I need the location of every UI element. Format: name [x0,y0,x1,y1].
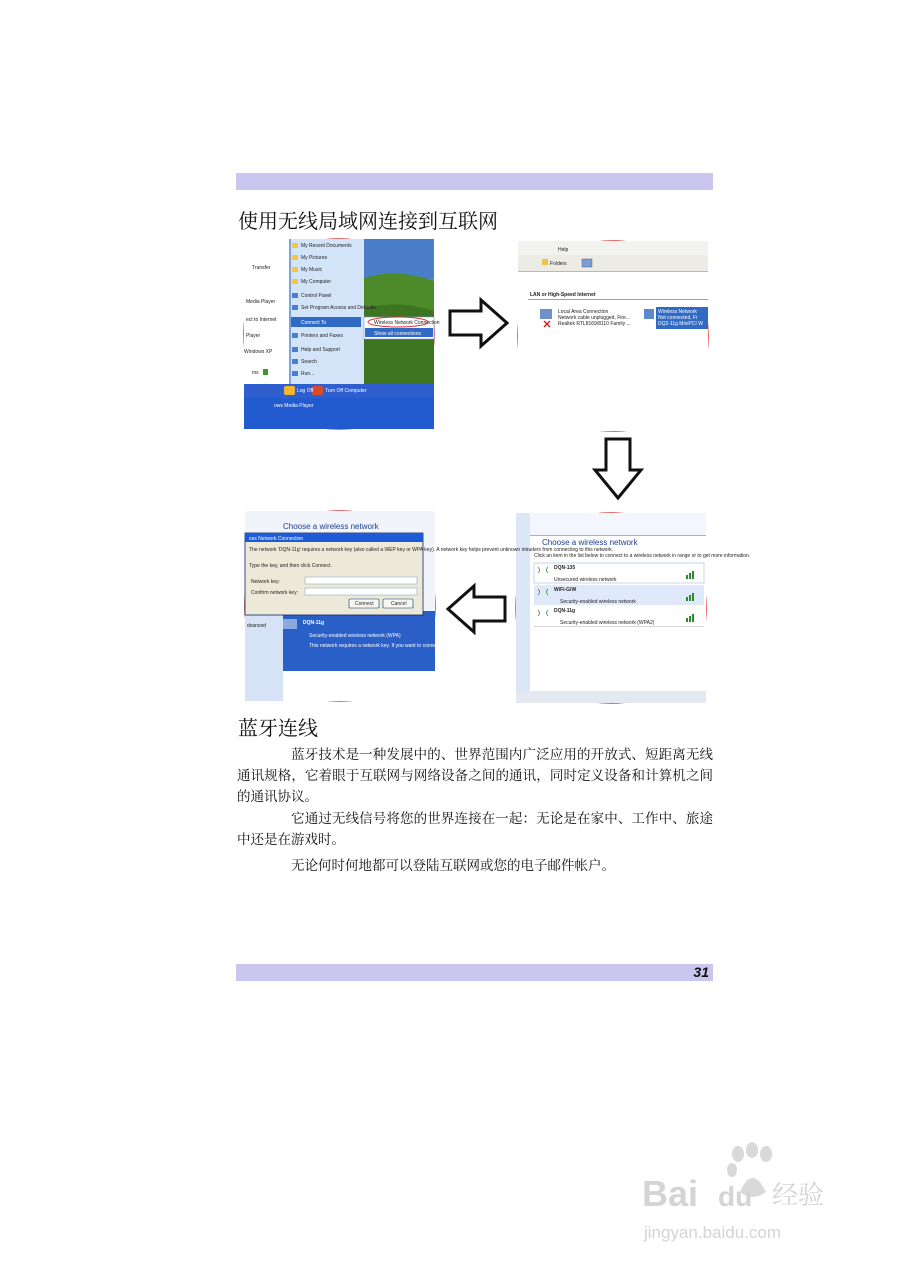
selected-network-ssid[interactable]: DQN-11g [303,620,325,626]
arrow-left-icon [444,583,508,635]
choose-network-title: Choose a wireless network [542,538,638,547]
step3-choose-network-screenshot [515,512,751,704]
menu-my-computer[interactable]: My Computer [301,279,332,285]
taskbar-media-player[interactable]: ows Media Player [274,403,314,409]
network-ssid-3[interactable]: DQN-11g [554,608,576,614]
network-security-1: Unsecured wireless network [554,577,617,583]
step2-network-connections-screenshot [517,240,709,432]
baidu-jingyan-watermark [640,1140,855,1250]
paragraph-bluetooth-intro: 蓝牙技术是一种发展中的、世界范围内广泛应用的开放式、短距离无线通讯规格，它着眼于互联网与网络设备之间的通讯，同时定义设备和计算机之间的通讯协议。 [237,747,713,805]
left-item-media-player[interactable]: Media Player [246,299,276,305]
wifi-connection-title[interactable]: Wireless Network [658,309,697,315]
menu-search[interactable]: Search [301,359,317,365]
dialog-title: ess Network Connection [249,536,304,542]
network-key-label: Network key: [251,579,280,585]
menu-help-support[interactable]: Help and Support [301,347,340,353]
connect-button[interactable]: Connect [355,601,374,607]
arrow-right-icon [447,297,511,349]
network-ssid-1[interactable]: DQN-135 [554,565,576,571]
logoff-button[interactable]: Log Off [297,388,314,394]
watermark-product: 经验 [772,1181,825,1211]
menu-help[interactable]: Help [558,247,569,253]
wifi-connection-adapter: DQ2-11g MiniPCI W [658,321,703,327]
all-programs[interactable]: ms [252,370,259,376]
menu-printers-faxes[interactable]: Printers and Faxes [301,333,343,339]
lan-connection-title[interactable]: Local Area Connection [558,309,609,315]
group-lan-header: LAN or High-Speed Internet [530,292,596,298]
watermark-brand: Bai [642,1173,699,1214]
dialog-message: The network 'DQN-11g' requires a network key (also called a WEP key or WPA key). A network key helps prevent unknown intruders from connecting to this network. [249,547,614,553]
paragraph-bluetooth-access: 无论何时何地都可以登陆互联网或您的电子邮件帐户。 [291,858,615,874]
section-title-wlan: 使用无线局域网连接到互联网 [238,209,498,233]
sidebar-advanced[interactable]: dvanced [247,623,266,629]
watermark-brand-2: du [718,1181,753,1212]
cancel-button[interactable]: Cancel [391,601,407,607]
paragraph-bluetooth-connect: 它通过无线信号将您的世界连接在一起：无论是在家中、工作中、旅途中还是在游戏时。 [237,811,713,848]
menu-my-pictures[interactable]: My Pictures [301,255,328,261]
menu-connect-to[interactable]: Connect To [301,320,327,326]
watermark-url: jingyan.baidu.com [644,1223,782,1242]
left-item-windows-xp[interactable]: Windows XP [244,349,273,355]
arrow-down-icon [592,436,644,502]
confirm-key-label: Confirm network key: [251,590,298,596]
network-security-2: Security-enabled wireless network [560,599,636,605]
submenu-show-all[interactable]: Show all connections [374,331,421,337]
left-item-internet[interactable]: ect to Internet [246,317,277,323]
selected-network-security: Security-enabled wireless network (WPA) [309,633,401,639]
toolbar-folders-button[interactable]: Folders [550,261,567,267]
network-security-3: Security-enabled wireless network (WPA2) [560,620,655,626]
dialog-instruction: Type the key, and then click Connect. [249,563,332,569]
network-ssid-2[interactable]: WiFi-G/W [554,587,577,593]
footer-bar [236,964,713,981]
step1-start-menu-screenshot [243,238,440,430]
menu-control-panel[interactable]: Control Panel [301,293,332,299]
lan-connection-adapter: Realtek RTL8169/8110 Family ... [558,321,631,327]
menu-recent-documents[interactable]: My Recent Documents [301,243,352,249]
dialog-page-title: Choose a wireless network [283,522,379,531]
left-item-transfer[interactable]: Transfer [252,265,271,271]
menu-my-music[interactable]: My Music [301,267,323,273]
submenu-wireless-connection[interactable]: Wireless Network Connection [374,320,440,326]
wifi-connection-status: Not connected, Fi [658,315,698,321]
selected-network-note: This network requires a network key. If you want to connect to this network, click Connect. [309,643,508,649]
choose-network-hint: Click an item in the list below to connect to a wireless network in range or to get more information. [534,553,751,559]
left-item-player[interactable]: Player [246,333,261,339]
menu-program-access[interactable]: Set Program Access and Defaults [301,305,376,311]
page-number: 31 [693,964,709,980]
turnoff-button[interactable]: Turn Off Computer [325,388,367,394]
menu-run[interactable]: Run... [301,371,315,377]
lan-connection-status: Network cable unplugged, Fire... [558,315,630,321]
header-bar [236,173,713,190]
section-title-bluetooth: 蓝牙连线 [238,716,318,740]
